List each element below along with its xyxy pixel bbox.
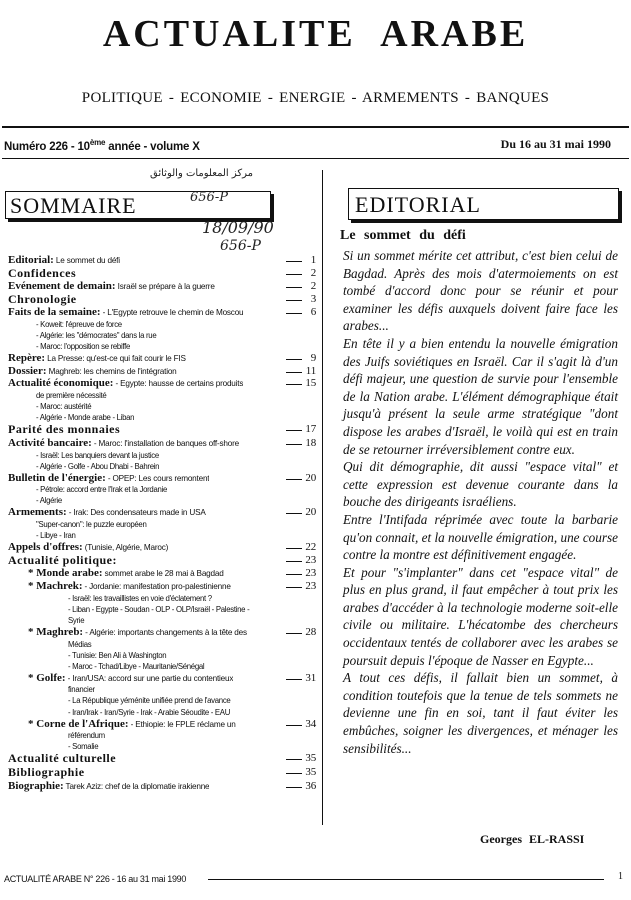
toc-leader xyxy=(286,548,302,549)
toc-leader xyxy=(286,633,302,634)
toc-entry xyxy=(8,718,316,731)
toc-entry xyxy=(8,293,316,307)
toc-page-number: 15 xyxy=(305,377,316,390)
toc-entry xyxy=(8,541,316,554)
toc-entry xyxy=(8,377,316,390)
toc-leader xyxy=(286,725,302,726)
editorial-paragraph: Qui dit démographie, dit aussi "espace vital" et cette expression est devenue courante dans la bouche des dirigeants israéliens. xyxy=(343,459,618,510)
column-divider xyxy=(322,170,323,825)
toc-entry-section: Repère: xyxy=(8,352,46,365)
toc-entry-section: * Monde arabe: xyxy=(28,567,103,580)
toc-subentry: - Tunisie: Ben Ali à Washington xyxy=(68,650,167,660)
toc-entry-text: - Jordanie: manifestation pro-palestinienne xyxy=(82,582,231,592)
toc-entry-section: Actualité économique: xyxy=(8,377,114,390)
table-of-contents xyxy=(8,254,316,792)
toc-entry xyxy=(8,437,316,450)
toc-subentry: - Maroc - Tchad/Libye - Mauritanie/Sénégal xyxy=(68,661,205,671)
toc-page-number: 35 xyxy=(305,752,316,765)
editorial-paragraph: A tout ces défis, il fallait bien un sommet, à condition toutefois que la tenue de tels sommets ne devienne une fin en soi, tant il faut éviter les embûches, soigner les divergences, et ménager les sensibilités... xyxy=(343,670,618,756)
toc-entry-label xyxy=(8,752,116,767)
toc-entry-label xyxy=(8,437,239,451)
toc-subentry: - Pétrole: accord entre l'Irak et la Jordanie xyxy=(36,485,168,495)
toc-entry-text: sommet arabe le 28 mai à Bagdad xyxy=(102,569,224,579)
toc-entry-section: * Golfe: xyxy=(28,671,66,684)
toc-entry xyxy=(8,580,316,593)
toc-page-number: 17 xyxy=(305,423,316,436)
toc-leader xyxy=(286,479,302,480)
editorial-author: Georges EL-RASSI xyxy=(480,832,585,846)
toc-entry xyxy=(8,752,316,766)
toc-leader xyxy=(286,300,302,301)
toc-entry-label xyxy=(8,423,120,438)
toc-entry-label xyxy=(8,254,120,268)
toc-page-number: 9 xyxy=(310,352,316,365)
toc-entry-text: - Algérie: importants changements à la tête des xyxy=(83,627,247,637)
toc-entry-text: - Egypte: hausse de certains produits xyxy=(113,379,244,389)
toc-leader xyxy=(286,430,302,431)
toc-entry-section: Biographie: xyxy=(8,779,64,792)
toc-leader xyxy=(286,513,302,514)
toc-entry-label xyxy=(8,472,209,486)
toc-leader xyxy=(286,587,302,588)
editorial-paragraph: Si un sommet mérite cet attribut, c'est bien celui de Bagdad. Après des mois d'atermoiements on est tombé d'accord donc pour se réunir et pour examiner les défis auxquels doivent faire face les arabes... xyxy=(343,248,618,334)
toc-page-number: 31 xyxy=(305,671,316,684)
header-rule xyxy=(2,126,629,128)
issue-number: Numéro 226 - 10ème année - volume X xyxy=(4,138,200,153)
toc-leader xyxy=(286,574,302,575)
toc-entry-label xyxy=(8,377,243,391)
toc-subentry: "Super-canon": le puzzle européen xyxy=(36,520,147,530)
toc-entry-text: (Tunisie, Algérie, Maroc) xyxy=(82,543,169,553)
magazine-title: ACTUALITE ARABE xyxy=(102,13,529,55)
toc-entry-text: La Presse: qu'est-ce qui fait courir le FIS xyxy=(45,354,186,364)
toc-entry-label xyxy=(8,541,168,555)
toc-leader xyxy=(286,359,302,360)
toc-entry-label xyxy=(28,672,233,686)
toc-subentry: Syrie xyxy=(68,615,85,625)
toc-page-number: 35 xyxy=(305,766,316,779)
toc-entry-text: - OPEP: Les cours remontent xyxy=(105,473,210,483)
toc-entry-label xyxy=(8,506,206,520)
page-number: 1 xyxy=(618,871,623,882)
toc-page-number: 23 xyxy=(305,553,316,566)
toc-entry-text: Maghreb: les chemins de l'intégration xyxy=(46,366,177,376)
toc-subentry: - La République yéménite unifiée prend de l'avance xyxy=(68,696,231,706)
toc-entry-section: * Maghreb: xyxy=(28,625,84,638)
toc-page-number: 36 xyxy=(305,779,316,792)
editorial-title: Le sommet du défi xyxy=(340,228,466,243)
archive-stamp xyxy=(130,168,340,268)
toc-entry xyxy=(8,672,316,685)
toc-subentry: - Koweit: l'épreuve de force xyxy=(36,319,122,329)
toc-entry xyxy=(8,365,316,378)
toc-entry-section: Chronologie xyxy=(8,292,77,306)
toc-leader xyxy=(286,261,302,262)
toc-page-number: 23 xyxy=(305,567,316,580)
toc-subentry: - Liban - Egypte - Soudan - OLP - OLP/Israël - Palestine - xyxy=(68,604,250,614)
toc-entry-label xyxy=(8,365,177,379)
toc-subentry: référendum xyxy=(68,731,105,741)
toc-entry-section: Parité des monnaies xyxy=(8,423,121,437)
toc-entry-section: Actualité politique: xyxy=(8,553,117,567)
toc-entry-section: Dossier: xyxy=(8,364,47,377)
toc-leader xyxy=(286,384,302,385)
toc-leader xyxy=(286,561,302,562)
toc-entry xyxy=(8,567,316,580)
toc-leader xyxy=(286,313,302,314)
toc-leader xyxy=(286,444,302,445)
toc-entry-label xyxy=(28,567,224,581)
magazine-subtitle: POLITIQUE - ECONOMIE - ENERGIE - ARMEMENTS - BANQUES xyxy=(81,90,550,106)
toc-entry-text: - Iran/USA: accord sur une partie du contentieux xyxy=(65,673,234,683)
toc-entry-label xyxy=(28,718,236,732)
toc-entry-section: Appels d'offres: xyxy=(8,541,83,554)
toc-entry xyxy=(8,780,316,793)
toc-entry xyxy=(8,506,316,519)
sommaire-heading: SOMMAIRE xyxy=(5,191,271,219)
stamp-arabic-text: مركز المعلومات والوثائق xyxy=(150,168,254,179)
toc-leader xyxy=(286,787,302,788)
toc-entry xyxy=(8,626,316,639)
stamp-ref-1: 656-P xyxy=(190,190,228,205)
toc-page-number: 20 xyxy=(305,506,316,519)
toc-page-number: 18 xyxy=(305,436,316,449)
toc-subentry: - Israël: Les banquiers devant la justice xyxy=(36,450,159,460)
toc-page-number: 20 xyxy=(305,471,316,484)
toc-entry xyxy=(8,766,316,780)
toc-entry-label xyxy=(8,267,76,282)
toc-entry-section: Bulletin de l'énergie: xyxy=(8,471,106,484)
toc-entry xyxy=(8,267,316,281)
toc-entry-section: * Corne de l'Afrique: xyxy=(28,717,129,730)
toc-page-number: 28 xyxy=(305,625,316,638)
toc-entry-label xyxy=(8,293,77,308)
toc-leader xyxy=(286,372,302,373)
toc-page-number: 1 xyxy=(310,254,316,266)
toc-entry xyxy=(8,554,316,568)
toc-subentry: - Algérie - Golfe - Abou Dhabi - Bahrein xyxy=(36,461,160,471)
toc-page-number: 11 xyxy=(305,364,316,377)
toc-entry xyxy=(8,423,316,437)
toc-entry-label xyxy=(28,626,247,640)
toc-entry-text: - Maroc: l'installation de banques off-shore xyxy=(91,438,239,448)
toc-entry-text: Israël se prépare à la guerre xyxy=(115,282,215,292)
toc-entry-text: Tarek Aziz: chef de la diplomatie irakienne xyxy=(63,781,210,791)
toc-leader xyxy=(286,274,302,275)
issue-date: Du 16 au 31 mai 1990 xyxy=(500,137,611,151)
footer-rule xyxy=(208,879,604,880)
toc-page-number: 22 xyxy=(305,541,316,554)
toc-entry-text: - Ethiopie: le FPLE réclame un xyxy=(128,719,236,729)
toc-subentry: - Somalie xyxy=(68,742,99,752)
toc-page-number: 34 xyxy=(305,717,316,730)
toc-subentry: - Maroc: austérité xyxy=(36,402,92,412)
toc-page-number: 2 xyxy=(310,266,316,279)
editorial-heading: EDITORIAL xyxy=(348,188,619,220)
toc-entry-section: Actualité culturelle xyxy=(8,752,117,766)
toc-entry xyxy=(8,352,316,365)
toc-entry xyxy=(8,280,316,293)
toc-entry-label xyxy=(8,352,186,366)
stamp-ref-2: 656-P xyxy=(220,238,261,254)
toc-entry-label xyxy=(28,580,231,594)
toc-leader xyxy=(286,287,302,288)
toc-entry-section: Bibliographie xyxy=(8,766,85,780)
toc-subentry: - Algérie: les "démocrates" dans la rue xyxy=(36,331,157,341)
toc-entry xyxy=(8,254,316,267)
toc-page-number: 6 xyxy=(310,306,316,319)
editorial-paragraph: Entre l'Intifada réprimée avec toute la barbarie qu'on connait, et la nouvelle émigration, une course contre la montre est définitivement engagée. xyxy=(343,511,618,563)
footer-text: ACTUALITÉ ARABE N° 226 - 16 au 31 mai 1990 xyxy=(4,874,187,884)
toc-entry-section: Armements: xyxy=(8,506,67,519)
toc-subentry: - Iran/Irak - Iran/Syrie - Irak - Arabie Séoudite - EAU xyxy=(68,707,231,717)
toc-entry-label xyxy=(8,306,243,320)
toc-leader xyxy=(286,759,302,760)
header-rule-2 xyxy=(2,158,629,159)
toc-entry-section: Confidences xyxy=(8,266,77,280)
toc-entry-section: Activité bancaire: xyxy=(8,436,92,449)
toc-entry-section: Editorial: xyxy=(8,254,54,266)
editorial-paragraph: Et pour "s'implanter" dans cet "espace vital" de plus en plus grand, il faut empêcher à tout prix les arabes d'accéder à la technologie moderne soit-elle civile ou militaire. L'hécatombe des chercheurs occidentaux tentés de collaborer avec les arabes se poursuit depuis l'époque de Nasser en Egypte... xyxy=(343,564,618,668)
toc-subentry: financier xyxy=(68,685,95,695)
toc-subentry: - Algérie - Monde arabe - Liban xyxy=(36,413,135,423)
toc-entry-text: - L'Egypte retrouve le chemin de Moscou xyxy=(100,308,244,318)
toc-entry-section: * Machrek: xyxy=(28,580,83,593)
toc-leader xyxy=(286,679,302,680)
toc-entry-section: Faits de la semaine: xyxy=(8,306,101,319)
toc-leader xyxy=(286,773,302,774)
toc-entry-label xyxy=(8,280,215,294)
toc-subentry: de première nécessité xyxy=(36,391,107,401)
toc-page-number: 2 xyxy=(310,280,316,293)
toc-page-number: 3 xyxy=(310,292,316,305)
editorial-paragraph: En tête il y a bien entendu la nouvelle émigration des Juifs soviétiques en Israël. Car il s'agit là d'un défi majeur, une question de survie pour l'ensemble de la Nation arabe. L'élément démographique était jusqu'à présent la seule arme stratégique "dont dispose les arabes d'Israël, le voilà qui est en train de se retourner irréversiblement contre eux. xyxy=(343,335,618,457)
toc-entry xyxy=(8,306,316,319)
toc-subentry: - Libye - Iran xyxy=(36,531,76,541)
toc-entry-section: Evénement de demain: xyxy=(8,280,116,293)
toc-page-number: 23 xyxy=(305,580,316,593)
toc-subentry: - Algérie xyxy=(36,496,62,506)
toc-entry-text: Le sommet du défi xyxy=(53,256,120,265)
toc-entry-label xyxy=(8,780,209,794)
toc-entry xyxy=(8,472,316,485)
stamp-date: 18/09/90 xyxy=(202,218,274,237)
toc-subentry: - Israël: les travaillistes en voie d'éclatement ? xyxy=(68,593,212,603)
toc-subentry: Médias xyxy=(68,639,92,649)
editorial-body xyxy=(343,247,618,757)
toc-entry-label xyxy=(8,766,85,781)
toc-entry-text: - Irak: Des condensateurs made in USA xyxy=(66,508,206,518)
toc-subentry: - Maroc: l'opposition se rebiffe xyxy=(36,342,131,352)
toc-entry-label xyxy=(8,554,117,569)
